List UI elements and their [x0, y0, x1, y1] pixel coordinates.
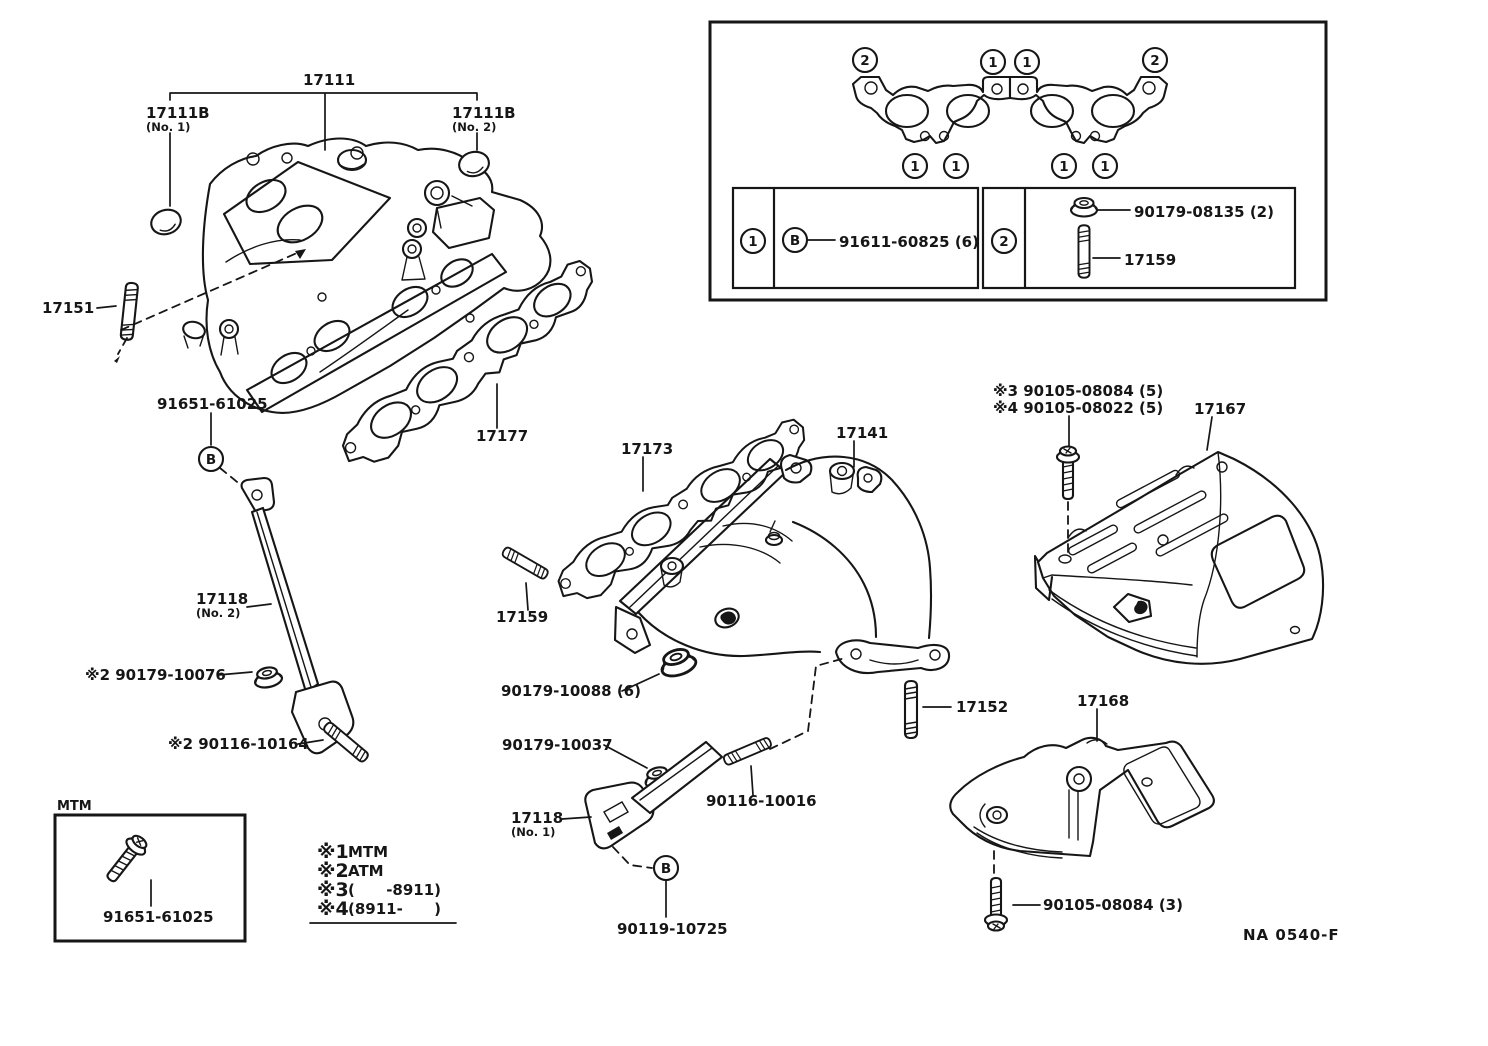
legend-mark-3: ※3 [317, 879, 349, 901]
inset-table [733, 188, 1295, 288]
dash-insert-axis [121, 253, 297, 330]
inset-callout-2a [853, 48, 877, 72]
nut-icon-90179-08135 [1071, 198, 1097, 217]
bolt-hole [1059, 555, 1071, 563]
legend [310, 841, 456, 923]
bolt-icon-91651 [101, 832, 151, 887]
leader-17151 [97, 306, 116, 308]
inset-table-row1-symbol [741, 229, 765, 253]
dash-90119-10725 [613, 847, 652, 868]
part-label-17177: 17177 [476, 427, 529, 445]
bolt-icon-90105-right [1057, 447, 1079, 500]
part-label-91651-upper: 91651-61025 [157, 395, 268, 413]
callout-letter: B [789, 233, 801, 249]
part-label-91611-60825: 91611-60825 (6) [839, 233, 979, 251]
heat-insulator-17168-drawing [950, 738, 1214, 858]
part-label-90179-10088: 90179-10088 (6) [501, 682, 641, 700]
nut-icon-90179-10076 [253, 665, 284, 690]
dash-17151 [118, 338, 127, 354]
leader-17118-no1 [562, 817, 591, 819]
inset-gasket-drawing [853, 77, 1167, 143]
part-sublabel-no1: (No. 1) [146, 120, 191, 134]
part-label-17159: 17159 [496, 608, 549, 626]
legend-text-2: ATM [348, 862, 384, 880]
part-sublabel-no2: (No. 2) [452, 120, 497, 134]
leader-17118-no2 [247, 604, 271, 607]
part-label-17159-inset: 17159 [1124, 251, 1177, 269]
callout-number: 1 [1059, 159, 1069, 175]
part-label-17118-no2: 17118 [196, 590, 249, 608]
part-label-90105-08084-5: ※3 90105-08084 (5) [993, 382, 1164, 400]
part-label-90179-08135: 90179-08135 (2) [1134, 203, 1274, 221]
manifold-stay-no2-drawing [242, 478, 354, 753]
callout-letter: B [205, 452, 217, 468]
legend-text-4: (8911- ) [348, 900, 442, 918]
stud-icon-17159 [501, 546, 549, 580]
legend-mark-2: ※2 [317, 860, 349, 882]
inset-callout-1a [981, 50, 1005, 74]
inset-table-row2-symbol [992, 229, 1016, 253]
callout-number: 2 [1150, 53, 1160, 69]
arrow-insert-axis [295, 249, 306, 259]
part-label-17141: 17141 [836, 424, 889, 442]
part-label-17173: 17173 [621, 440, 674, 458]
callout-number: 1 [748, 234, 758, 250]
figure-code: NA 0540-F [1243, 926, 1340, 944]
inset-table-row1-bolt [783, 228, 807, 252]
gasket-inset-panel [710, 22, 1326, 300]
part-label-17111b-no2: 17111B [452, 104, 516, 122]
callout-number: 1 [910, 159, 920, 175]
plug-cap-no1 [148, 206, 184, 238]
dash-90116-10016 [770, 658, 845, 749]
part-label-17118-no1: 17118 [511, 809, 564, 827]
exhaust-gasket-17173 [547, 414, 822, 612]
heat-insulator-17167-drawing [1035, 452, 1323, 664]
intake-gasket-17177 [330, 255, 612, 477]
leader-17167 [1207, 417, 1212, 450]
callout-number: 2 [999, 234, 1009, 250]
leader-90116-10016 [751, 766, 753, 795]
legend-text-3: ( -8911) [348, 881, 442, 899]
part-label-17111: 17111 [303, 71, 356, 89]
stud-icon-17152 [905, 681, 917, 738]
mtm-option-box [55, 799, 245, 941]
part-label-90116-10164: ※2 90116-10164 [168, 735, 309, 753]
nut-icon-90179-10088 [657, 645, 698, 680]
inset-callout-1e [1052, 154, 1076, 178]
callout-number: 1 [988, 55, 998, 71]
part-label-17168: 17168 [1077, 692, 1130, 710]
part-label-17151: 17151 [42, 299, 95, 317]
leader-17159 [526, 583, 528, 610]
stud-icon-17159-inset [1078, 225, 1089, 277]
leader-90179-10037 [604, 745, 647, 768]
inset-callout-1c [903, 154, 927, 178]
part-label-90179-10037: 90179-10037 [502, 736, 613, 754]
callout-circle-b-center [654, 856, 678, 880]
arrow-17151 [114, 356, 120, 363]
part-label-90105-08022-5: ※4 90105-08022 (5) [993, 399, 1164, 417]
bolt-icon-90105-bottom [985, 878, 1007, 931]
stud-icon-17151 [120, 282, 138, 340]
callout-number: 2 [860, 53, 870, 69]
part-label-90116-10016: 90116-10016 [706, 792, 817, 810]
legend-mark-1: ※1 [317, 841, 349, 863]
manifold-stay-no1-drawing [585, 742, 722, 848]
callout-number: 1 [951, 159, 961, 175]
part-label-90179-10076: ※2 90179-10076 [85, 666, 226, 684]
part-label-17152: 17152 [956, 698, 1009, 716]
inset-callout-1d [944, 154, 968, 178]
part-label-91651-box: 91651-61025 [103, 908, 214, 926]
callout-number: 1 [1022, 55, 1032, 71]
stud-icon-90116-10016 [723, 737, 773, 766]
legend-text-1: MTM [348, 843, 389, 861]
part-sublabel-17118-no1: (No. 1) [511, 825, 556, 839]
inset-callout-1f [1093, 154, 1117, 178]
callout-number: 1 [1100, 159, 1110, 175]
part-sublabel-17118-no2: (No. 2) [196, 606, 241, 620]
legend-mark-4: ※4 [317, 898, 349, 920]
inset-callout-2b [1143, 48, 1167, 72]
part-label-90105-08084-3: 90105-08084 (3) [1043, 896, 1183, 914]
inset-callout-1b [1015, 50, 1039, 74]
exhaust-manifold-drawing [615, 455, 949, 673]
part-label-90119-10725: 90119-10725 [617, 920, 728, 938]
callout-letter: B [660, 861, 672, 877]
part-label-17167: 17167 [1194, 400, 1247, 418]
part-label-17111b-no1: 17111B [146, 104, 210, 122]
mtm-box-title: MTM [57, 799, 92, 814]
